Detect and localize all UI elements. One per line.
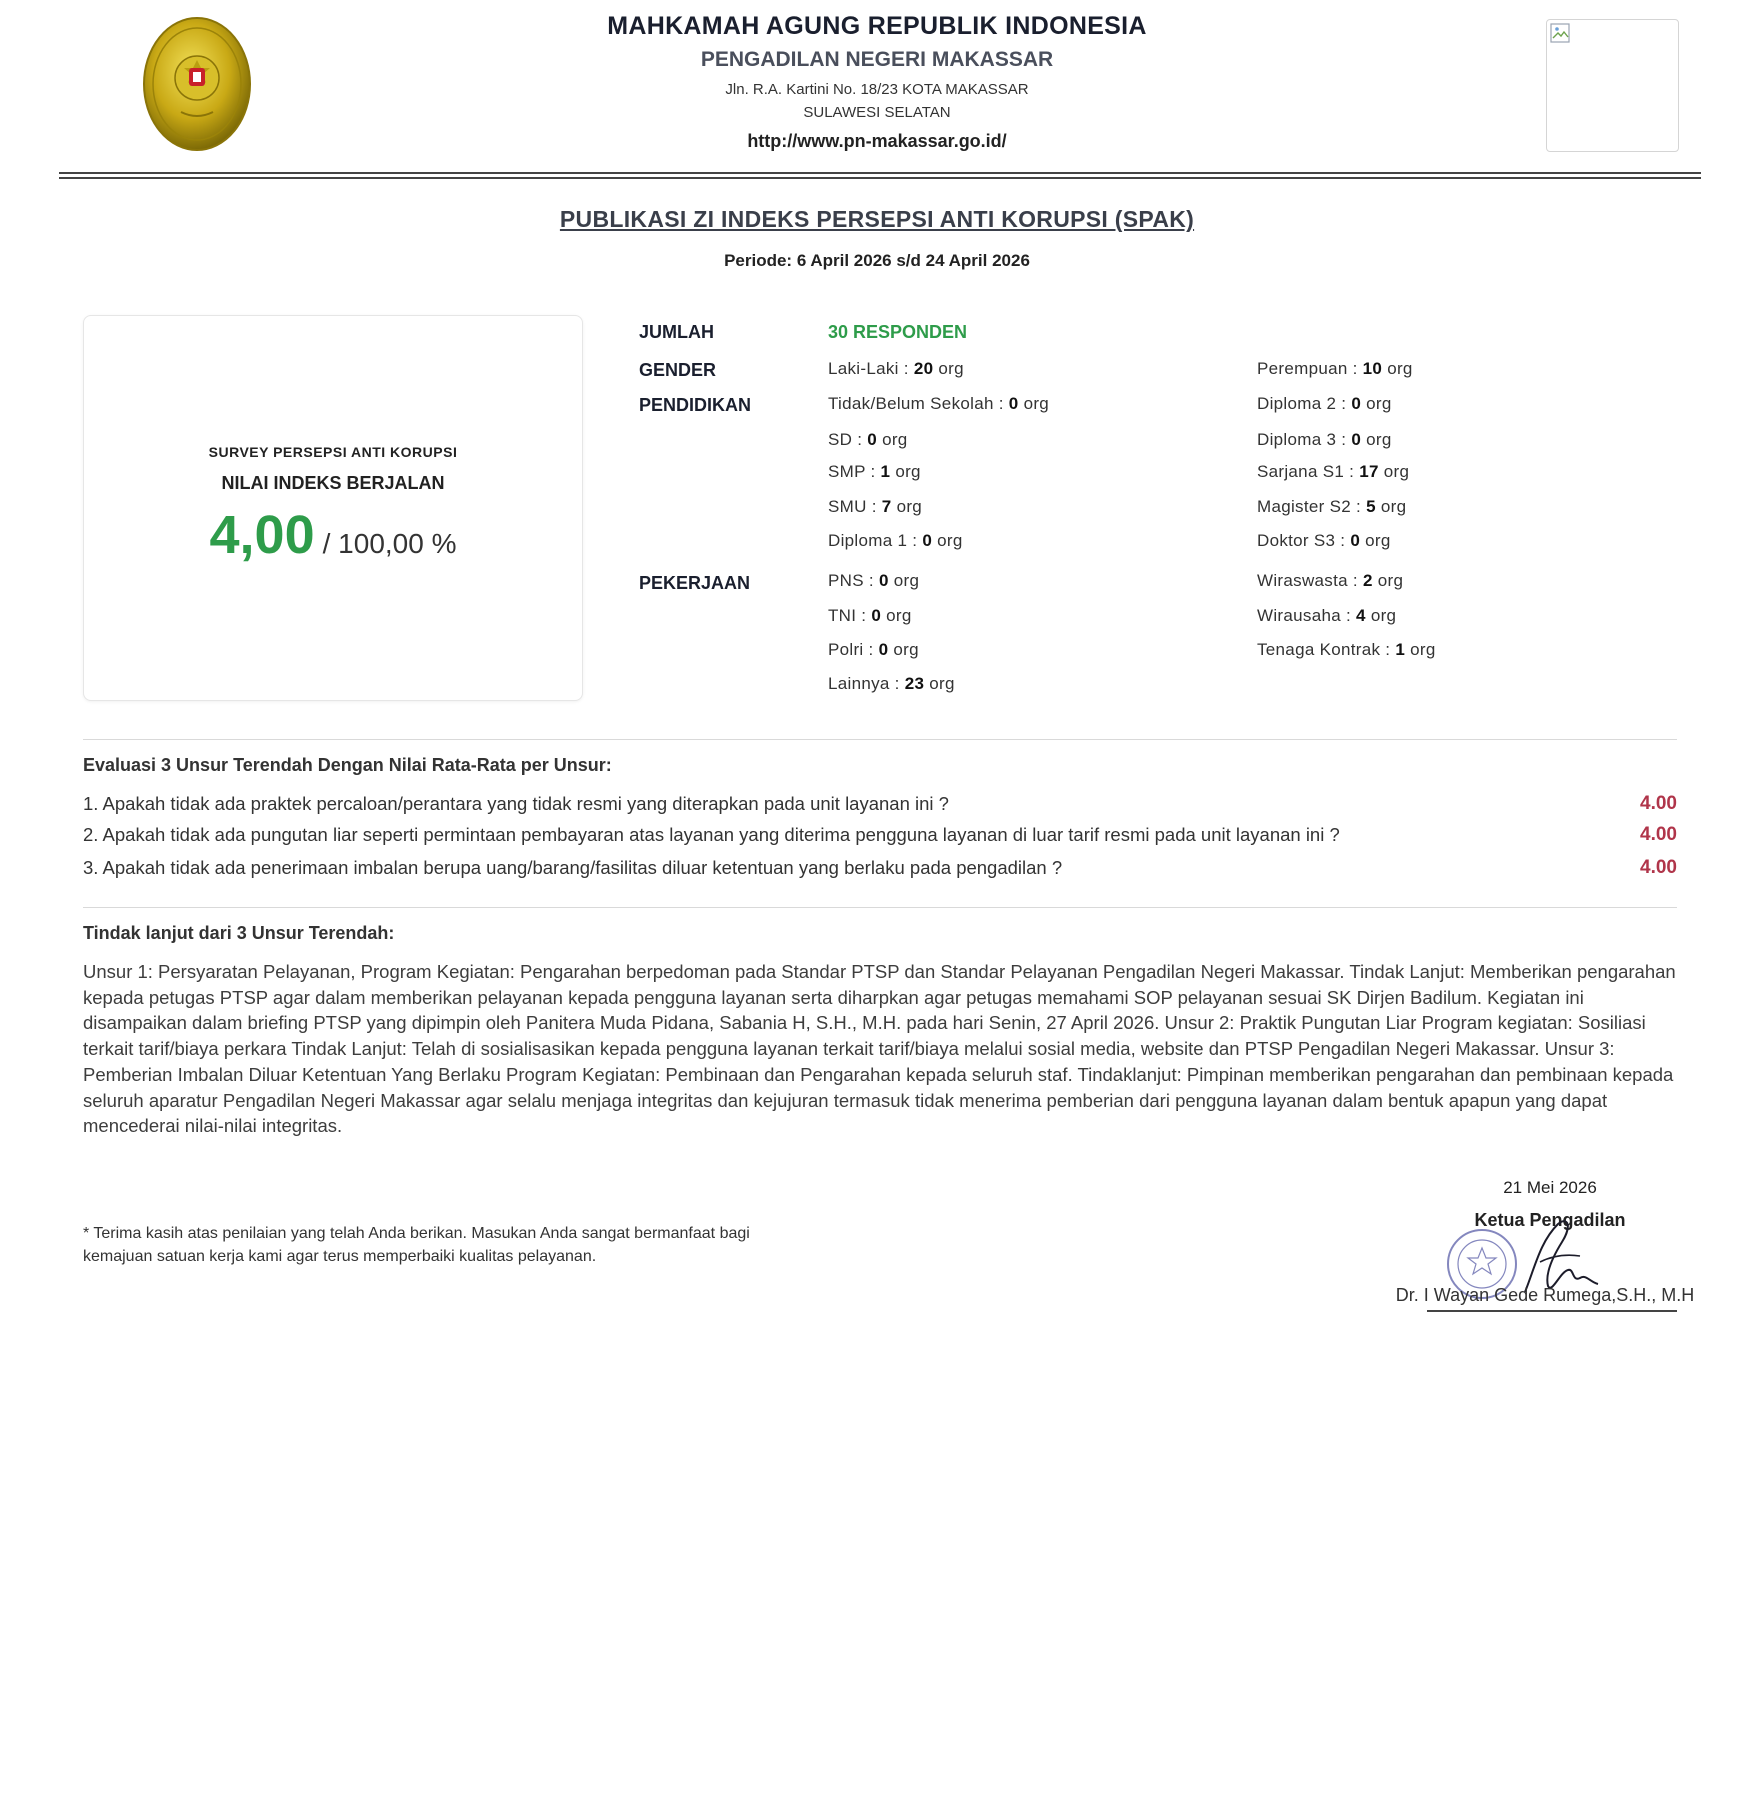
stat-edu-smp: SMP : 1 org (828, 462, 921, 481)
evaluation-score-2: 4.00 (1640, 824, 1677, 845)
follow-up-text: Unsur 1: Persyaratan Pelayanan, Program Kegiatan: Pengarahan berpedoman pada Standar PTSP dan Standar Pelayanan Pengadilan Negeri Makassar. Tindak Lanjut: Memberikan pengarahan kepada petugas PTSP agar dalam memberikan pelayanan kepada pengguna layanan serta diharpkan agar petugas memahami SOP pelayanan sesuai SK Dirjen Badilum. Kegiatan ini disampaikan dalam briefing PTSP yang dipimpin oleh Panitera Muda Pidana, Sabania H, S.H., M.H. pada hari Senin, 27 April 2026. Unsur 2: Praktik Pungutan Liar Program kegiatan: Sosiliasi terkait tarif/biaya perkara Tindak Lanjut: Telah di sosialisasikan kepada pengguna layanan terkait tarif/biaya melalui sosial media, website dan PTSP Pengadilan Negeri Makassar. Unsur 3: Pemberian Imbalan Diluar Ketentuan Yang Berlaku Program Kegiatan: Pembinaan dan Pengarahan kepada seluruh staf. Tindaklanjut: Pimpinan memberikan pengarahan dan pembinaan kepada seluruh aparatur Pengadilan Negeri Makassar agar selalu menjaga integritas dan kejujuran termasuk tidak menerima pemberian dari pengguna layanan dalam bentuk apapun yang dapat mencederai nilai-nilai integritas. (83, 961, 1676, 1137)
follow-up-title: Tindak lanjut dari 3 Unsur Terendah: (83, 923, 395, 943)
evaluation-score-1: 4.00 (1640, 793, 1677, 814)
stat-edu-doktor-s3: Doktor S3 : 0 org (1257, 531, 1391, 550)
responden-count: 30 RESPONDEN (828, 322, 968, 342)
stat-job-lainnya: Lainnya : 23 org (828, 674, 955, 693)
court-name: PENGADILAN NEGERI MAKASSAR (700, 48, 1054, 71)
score-value: 4,00 (209, 505, 315, 565)
section-divider (83, 907, 1677, 908)
header-image-placeholder (1546, 19, 1679, 152)
stat-job-wirausaha: Wirausaha : 4 org (1257, 606, 1397, 625)
stat-edu-diploma-1: Diploma 1 : 0 org (828, 531, 963, 550)
thanks-line-2: kemajuan satuan kerja kami agar terus memperbaiki kualitas pelayanan. (83, 1248, 597, 1265)
website-link[interactable]: http://www.pn-makassar.go.id/ (747, 131, 1007, 151)
stat-edu-diploma-3: Diploma 3 : 0 org (1257, 430, 1392, 449)
header-divider-bottom (59, 177, 1701, 179)
signer-title: Ketua Pengadilan (1474, 1210, 1626, 1230)
stat-edu-sd: SD : 0 org (828, 430, 908, 449)
signature-date: 21 Mei 2026 (1503, 1178, 1597, 1197)
evaluation-score-3: 4.00 (1640, 857, 1677, 878)
thanks-line-1: * Terima kasih atas penilaian yang telah Anda berikan. Masukan Anda sangat bermanfaat bagi (83, 1225, 750, 1242)
stat-edu-magister-s2: Magister S2 : 5 org (1257, 497, 1407, 516)
org-name: MAHKAMAH AGUNG REPUBLIK INDONESIA (607, 12, 1147, 40)
evaluation-question-1: 1. Apakah tidak ada praktek percaloan/perantara yang tidak resmi yang diterapkan pada unit layanan ini ? (83, 793, 949, 814)
stat-edu-tidak-sekolah: Tidak/Belum Sekolah : 0 org (828, 394, 1050, 413)
stat-job-wiraswasta: Wiraswasta : 2 org (1257, 571, 1404, 590)
jumlah-label: JUMLAH (639, 322, 714, 342)
stat-job-polri: Polri : 0 org (828, 640, 919, 659)
stat-gender-female: Perempuan : 10 org (1257, 359, 1413, 378)
score-row (84, 504, 582, 566)
address-line-2: SULAWESI SELATAN (803, 104, 951, 121)
stat-edu-smu: SMU : 7 org (828, 497, 923, 516)
document-title: PUBLIKASI ZI INDEKS PERSEPSI ANTI KORUPSI (SPAK) (559, 206, 1195, 232)
score-max: / 100,00 % (322, 528, 457, 559)
header-divider-top (59, 172, 1701, 174)
signer-name: Dr. I Wayan Gede Rumega,S.H., M.H (1395, 1285, 1695, 1305)
index-label: NILAI INDEKS BERJALAN (221, 473, 445, 493)
stat-gender-male: Laki-Laki : 20 org (828, 359, 964, 378)
signature-line (1427, 1310, 1677, 1312)
broken-image-icon (1550, 23, 1572, 45)
stat-edu-diploma-2: Diploma 2 : 0 org (1257, 394, 1392, 413)
stat-edu-sarjana-s1: Sarjana S1 : 17 org (1257, 462, 1410, 481)
address-line-1: Jln. R.A. Kartini No. 18/23 KOTA MAKASSAR (725, 81, 1029, 98)
section-divider (83, 739, 1677, 740)
stat-job-tenaga-kontrak: Tenaga Kontrak : 1 org (1257, 640, 1436, 659)
evaluation-question-2: 2. Apakah tidak ada pungutan liar seperti permintaan pembayaran atas layanan yang diterima pengguna layanan di luar tarif resmi pada unit layanan ini ? (83, 824, 1340, 845)
stat-job-pns: PNS : 0 org (828, 571, 920, 590)
stat-job-tni: TNI : 0 org (828, 606, 912, 625)
survey-label: SURVEY PERSEPSI ANTI KORUPSI (208, 444, 458, 460)
evaluation-question-3: 3. Apakah tidak ada penerimaan imbalan berupa uang/barang/fasilitas diluar ketentuan yang berlaku pada pengadilan ? (83, 857, 1063, 878)
thanks-note (83, 1222, 863, 1268)
pendidikan-label: PENDIDIKAN (639, 395, 752, 415)
period: Periode: 6 April 2026 s/d 24 April 2026 (724, 251, 1030, 270)
pekerjaan-label: PEKERJAAN (639, 573, 751, 593)
evaluation-title: Evaluasi 3 Unsur Terendah Dengan Nilai Rata-Rata per Unsur: (83, 755, 612, 775)
score-card (83, 315, 583, 701)
gender-label: GENDER (639, 360, 717, 380)
